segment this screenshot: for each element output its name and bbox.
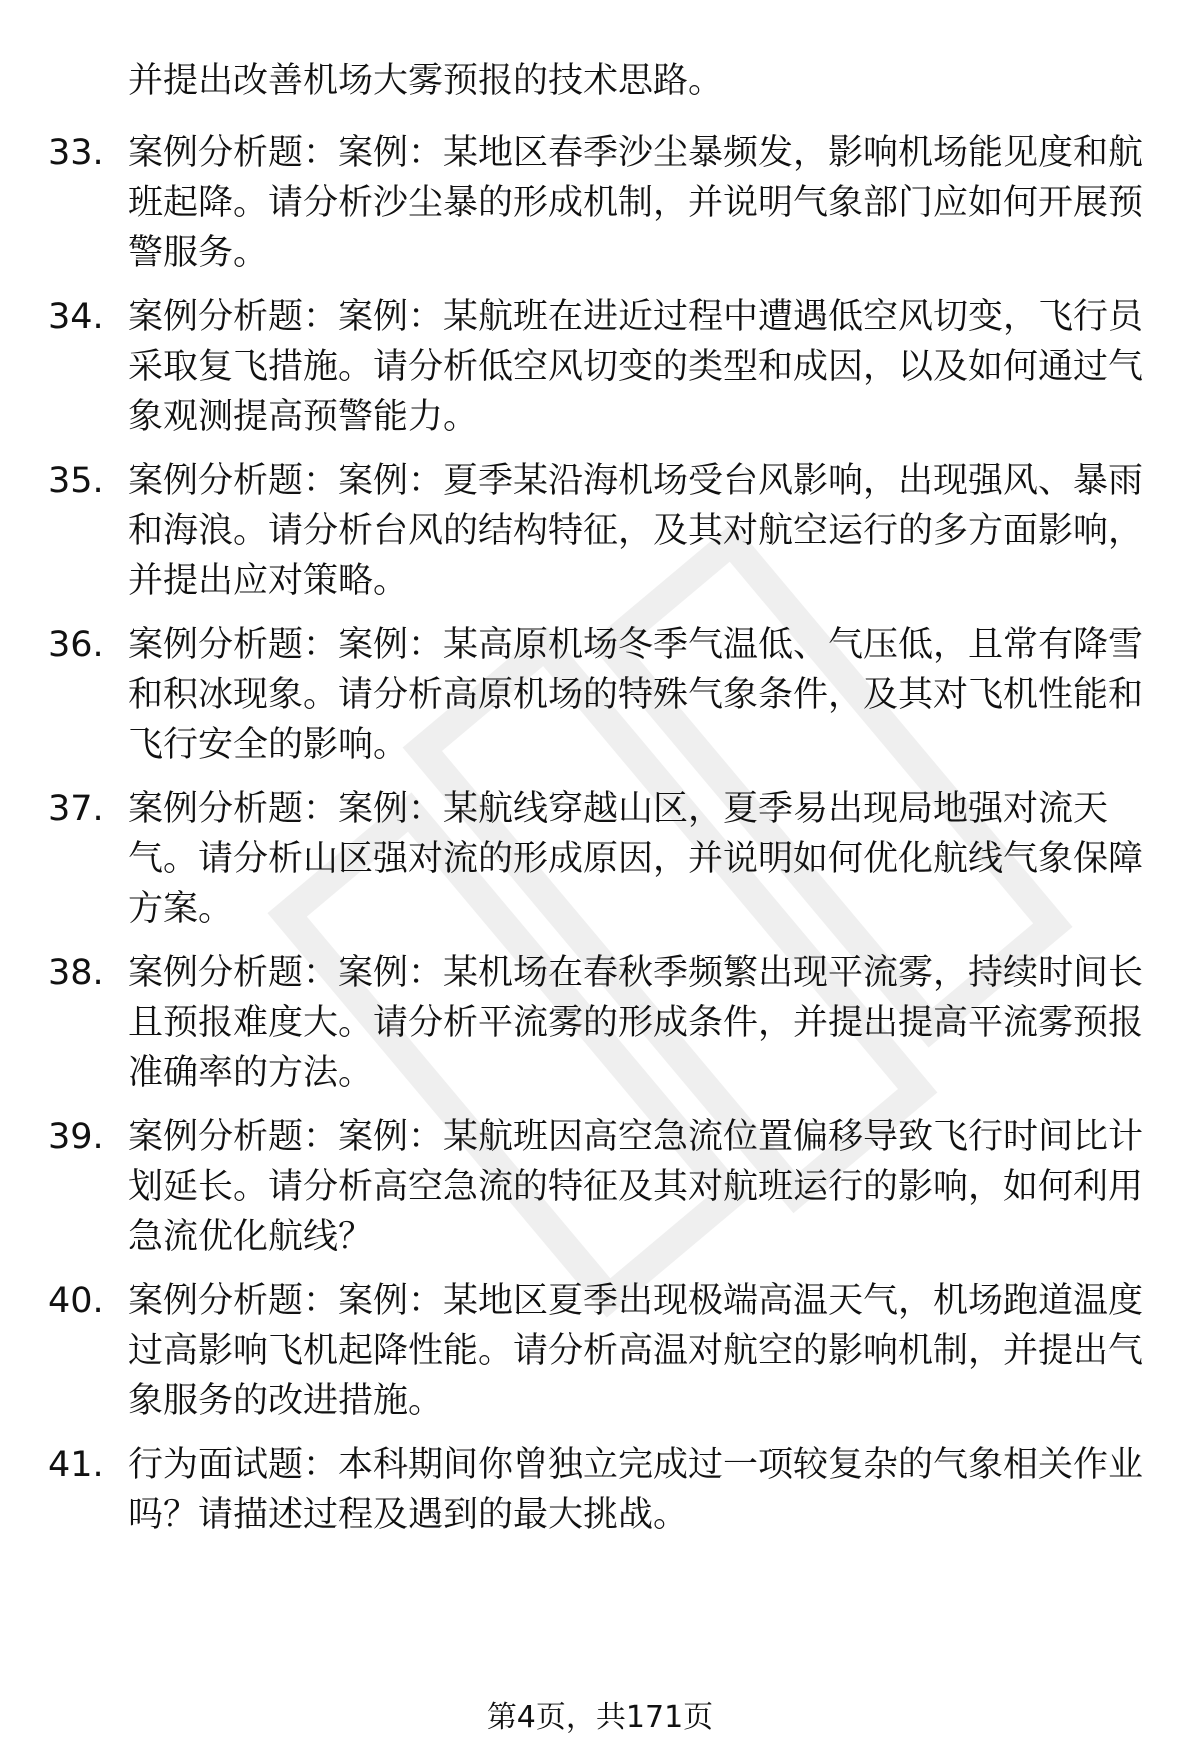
question-text: 行为面试题：本科期间你曾独立完成过一项较复杂的气象相关作业吗？请描述过程及遇到的最大挑战。 [128, 1445, 1144, 1535]
question-text: 案例分析题：案例：某航班因高空急流位置偏移导致飞行时间比计划延长。请分析高空急流的特征及其对航班运行的影响，如何利用急流优化航线？ [128, 1117, 1144, 1257]
question-number: 34. [48, 297, 104, 337]
question-text: 案例分析题：案例：某地区夏季出现极端高温天气，机场跑道温度过高影响飞机起降性能。请分析高温对航空的影响机制，并提出气象服务的改进措施。 [128, 1281, 1144, 1421]
question-text: 案例分析题：案例：某航班在进近过程中遭遇低空风切变，飞行员采取复飞措施。请分析低空风切变的类型和成因，以及如何通过气象观测提高预警能力。 [128, 297, 1144, 437]
page-footer: 第4页，共171页 [486, 1700, 714, 1735]
continuation-text: 并提出改善机场大雾预报的技术思路。 [128, 61, 724, 101]
question-text: 案例分析题：案例：某航线穿越山区，夏季易出现局地强对流天气。请分析山区强对流的形成原因，并说明如何优化航线气象保障方案。 [128, 789, 1144, 929]
question-number: 40. [48, 1281, 104, 1321]
question-number: 35. [48, 461, 104, 501]
question-text: 案例分析题：案例：某机场在春秋季频繁出现平流雾，持续时间长且预报难度大。请分析平流雾的形成条件，并提出提高平流雾预报准确率的方法。 [128, 953, 1144, 1093]
question-text: 案例分析题：案例：夏季某沿海机场受台风影响，出现强风、暴雨和海浪。请分析台风的结构特征，及其对航空运行的多方面影响，并提出应对策略。 [128, 461, 1144, 601]
question-number: 36. [48, 625, 104, 665]
question-number: 33. [48, 133, 104, 173]
question-number: 39. [48, 1117, 104, 1157]
question-text: 案例分析题：案例：某地区春季沙尘暴频发，影响机场能见度和航班起降。请分析沙尘暴的形成机制，并说明气象部门应如何开展预警服务。 [128, 133, 1144, 273]
question-number: 38. [48, 953, 104, 993]
question-number: 41. [48, 1445, 104, 1485]
question-text: 案例分析题：案例：某高原机场冬季气温低、气压低，且常有降雪和积冰现象。请分析高原机场的特殊气象条件，及其对飞机性能和飞行安全的影响。 [128, 625, 1144, 765]
question-number: 37. [48, 789, 104, 829]
